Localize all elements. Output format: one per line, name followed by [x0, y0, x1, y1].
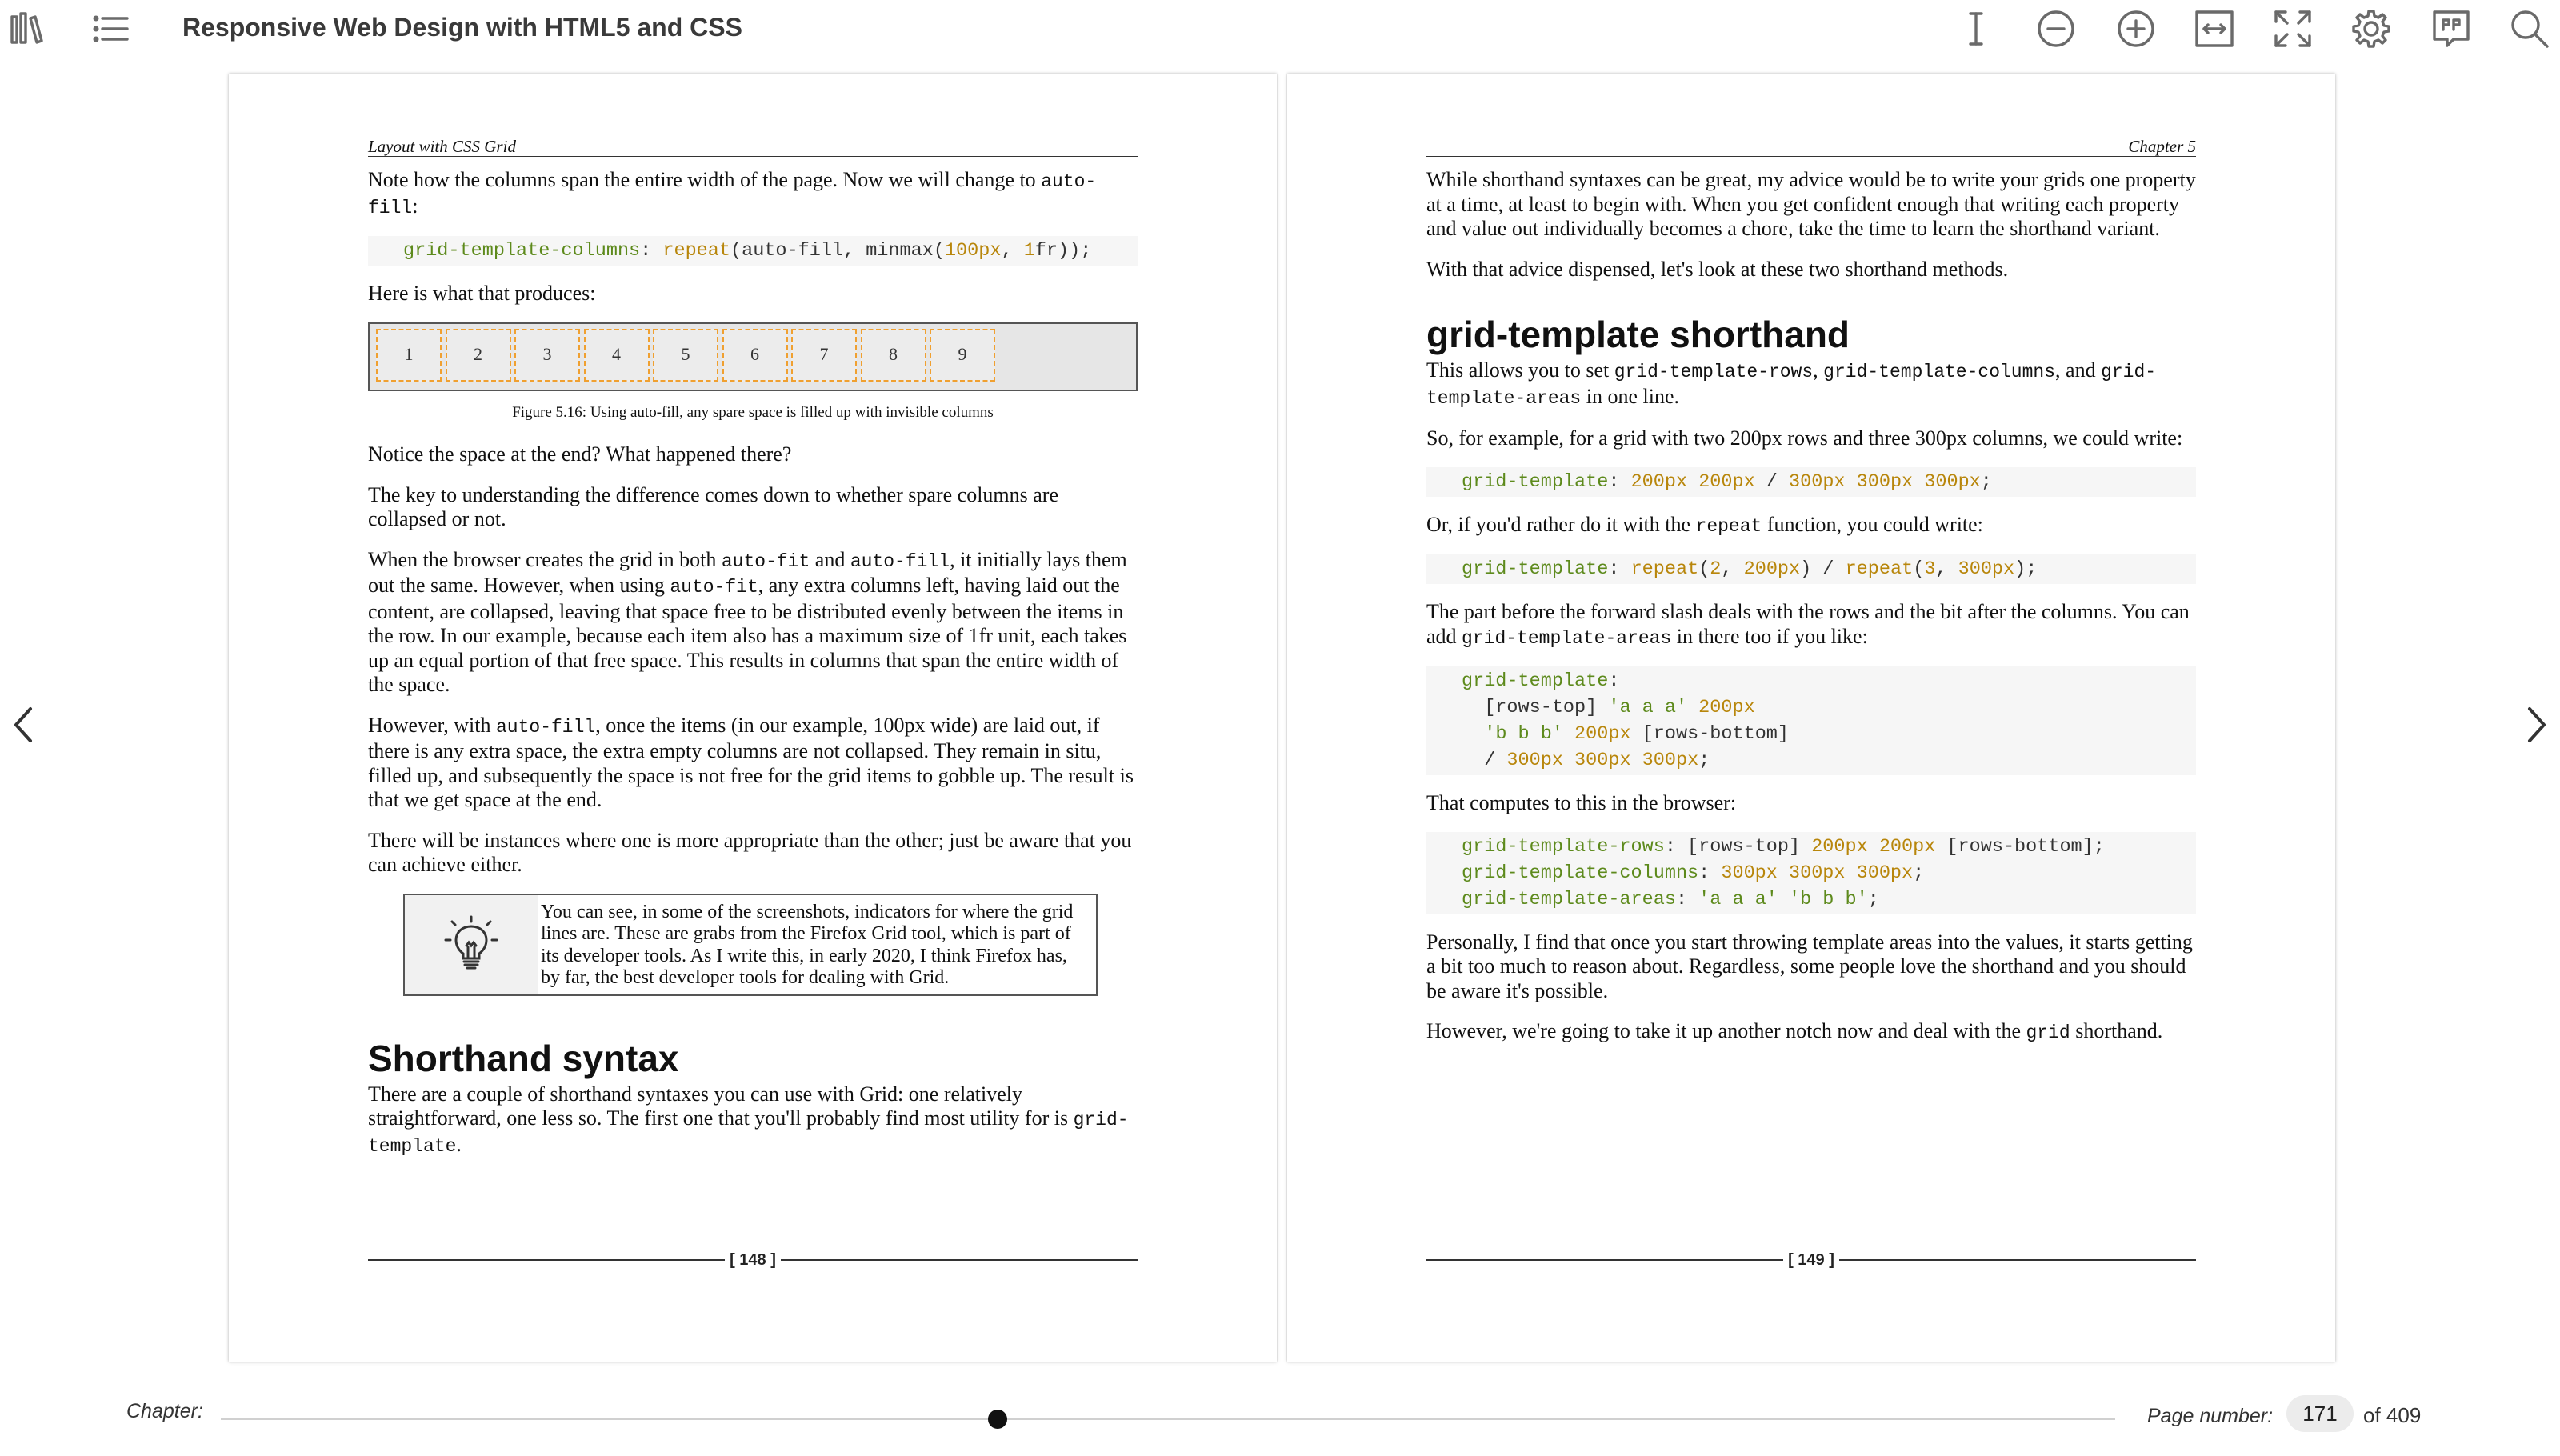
- figure-auto-fill-grid: [368, 322, 1138, 391]
- right-page-content: [1426, 134, 2196, 1062]
- paragraph: Notice the space at the end? What happened there?: [368, 442, 792, 466]
- lightbulb-icon: [440, 914, 502, 976]
- page-number-input[interactable]: [2286, 1395, 2354, 1432]
- code-block: grid-template-rows: [rows-top] 200px 200px [rows-bottom]; grid-template-columns: 300px 300px 300px; grid-template-areas: 'a a a' 'b b b';: [1426, 832, 2196, 914]
- grid-cell: 2: [446, 329, 511, 382]
- grid-cell: 9: [930, 329, 995, 382]
- paragraph: With that advice dispensed, let's look at these two shorthand methods.: [1426, 257, 2009, 281]
- paragraph: The key to understanding the difference comes down to whether spare columns are collapsed or not.: [368, 482, 1059, 530]
- paragraph: However, with auto-fill, once the items (in our example, 100px wide) are laid out, if there is any extra space, the extra empty columns are not collapsed. They remain in situ, filled up, and subsequently the space is not free for the grid items to gobble up. The result is that we get space at the end.: [368, 713, 1134, 811]
- zoom-in-icon[interactable]: [2112, 5, 2160, 53]
- settings-icon[interactable]: [2347, 5, 2395, 53]
- code-block: grid-template: [rows-top] 'a a a' 200px 'b b b' 200px [rows-bottom] / 300px 300px 300px;: [1426, 666, 2196, 775]
- text-cursor-icon[interactable]: [1952, 5, 2000, 53]
- table-of-contents-icon[interactable]: [86, 5, 134, 53]
- chapter-label: Chapter:: [126, 1400, 203, 1422]
- page-folio-number: [ 148 ]: [725, 1251, 781, 1269]
- paragraph: Here is what that produces:: [368, 282, 596, 305]
- paragraph: Or, if you'd rather do it with the repeat function, you could write:: [1426, 512, 1983, 537]
- page-folio: [368, 1248, 1138, 1272]
- left-page-content: [368, 134, 1138, 1174]
- paragraph: There are a couple of shorthand syntaxes you can use with Grid: one relatively straightforward, one less so. The first one that you'll probably find most utility for is grid-template.: [368, 1082, 1129, 1157]
- library-icon[interactable]: [5, 5, 53, 53]
- grid-cell: 1: [376, 329, 442, 382]
- next-page-button[interactable]: [2517, 701, 2557, 749]
- paragraph: There will be instances where one is more appropriate than the other; just be aware that you can achieve either.: [368, 828, 1132, 876]
- page-number-label: Page number:: [2147, 1405, 2274, 1427]
- grid-cell: 4: [584, 329, 650, 382]
- fullscreen-icon[interactable]: [2269, 5, 2317, 53]
- paragraph: The part before the forward slash deals with the rows and the bit after the columns. You can add grid-template-areas in there too if you like:: [1426, 600, 2190, 649]
- quote-icon[interactable]: [2427, 5, 2475, 53]
- paragraph: That computes to this in the browser:: [1426, 791, 1737, 814]
- chevron-right-icon: [2517, 701, 2557, 749]
- page-folio: [1426, 1248, 2196, 1272]
- section-heading: grid-template shorthand: [1426, 314, 1850, 355]
- paragraph: So, for example, for a grid with two 200px rows and three 300px columns, we could write:: [1426, 426, 2183, 450]
- paragraph: When the browser creates the grid in both auto-fit and auto-fill, it initially lays them out the same. However, when using auto-fit, any extra columns left, having laid out the content, are collapsed, leaving that space free to be distributed evenly between the items in the row. In our example, because each item also has a maximum size of 1fr unit, each takes up an equal portion of that free space. This results in columns that span the entire width of the space.: [368, 547, 1127, 696]
- running-head: Layout with CSS Grid: [368, 134, 1138, 157]
- tip-text: You can see, in some of the screenshots, indicators for where the grid lines are. These are grabs from the Firefox Grid tool, which is part of its developer tools. As I write this, in early 2020, I think Firefox has, by far, the best developer tools for dealing with Grid.: [541, 901, 1074, 988]
- page-folio-number: [ 149 ]: [1783, 1251, 1839, 1269]
- paragraph: Note how the columns span the entire width of the page. Now we will change to auto-fill:: [368, 168, 1097, 218]
- fit-width-icon[interactable]: [2190, 5, 2238, 53]
- top-toolbar: [0, 0, 2560, 58]
- app-title: Responsive Web Design with HTML5 and CSS: [182, 13, 742, 42]
- paragraph: While shorthand syntaxes can be great, my advice would be to write your grids one property at a time, at least to begin with. When you get confident enough that writing each property and value out individually becomes a chore, take the time to learn the shorthand variant.: [1426, 168, 2196, 240]
- code-block: grid-template: 200px 200px / 300px 300px 300px;: [1426, 467, 2196, 497]
- right-page: [1287, 74, 2335, 1362]
- grid-cell: 5: [653, 329, 718, 382]
- paragraph: This allows you to set grid-template-rows, grid-template-columns, and grid-template-areas in one line.: [1426, 358, 2157, 409]
- running-head: Chapter 5: [1426, 134, 2196, 157]
- grid-cell: 7: [791, 329, 857, 382]
- grid-cell: 8: [861, 329, 926, 382]
- code-block: grid-template-columns: repeat(auto-fill, minmax(100px, 1fr));: [368, 236, 1138, 266]
- search-icon[interactable]: [2506, 5, 2554, 53]
- figure-caption: Figure 5.16: Using auto-fill, any spare space is filled up with invisible columns: [512, 403, 994, 421]
- progress-slider-track[interactable]: [221, 1418, 2115, 1420]
- tip-box: [403, 894, 1098, 996]
- grid-cell: 3: [514, 329, 580, 382]
- previous-page-button[interactable]: [3, 701, 43, 749]
- page-total: of 409: [2363, 1403, 2422, 1427]
- paragraph: Personally, I find that once you start throwing template areas into the values, it starts getting a bit too much to reason about. Regardless, some people love the shorthand and you should be aware it's possible.: [1426, 930, 2193, 1002]
- chevron-left-icon: [3, 701, 43, 749]
- bottom-bar: [0, 1384, 2560, 1456]
- grid-cell: 6: [722, 329, 788, 382]
- paragraph: However, we're going to take it up another notch now and deal with the grid shorthand.: [1426, 1019, 2163, 1043]
- left-page: [229, 74, 1277, 1362]
- code-block: grid-template: repeat(2, 200px) / repeat(3, 300px);: [1426, 554, 2196, 584]
- progress-slider-thumb[interactable]: [988, 1410, 1007, 1429]
- section-heading: Shorthand syntax: [368, 1037, 679, 1079]
- zoom-out-icon[interactable]: [2032, 5, 2080, 53]
